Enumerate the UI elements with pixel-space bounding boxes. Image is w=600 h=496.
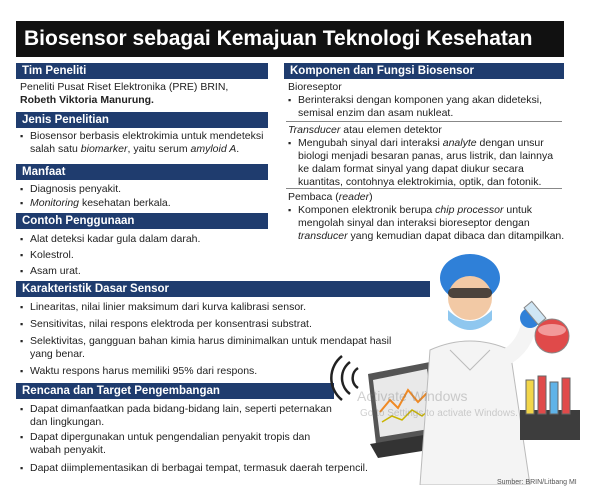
pembaca-item: ▪ Komponen elektronik berupa chip processor untuk mengolah sinyal dan interaksi bioreseptor dengan transducer yang kemudian dapat dibaca dan ditampilkan. <box>288 204 570 243</box>
scientist-illustration <box>330 240 590 485</box>
transducer-label-rest: atau elemen detektor <box>340 124 442 136</box>
monitoring-word: Monitoring <box>30 197 80 209</box>
section-head-rencana: Rencana dan Target Pengembangan <box>16 383 334 399</box>
karakteristik-item-2: ▪ Sensitivitas, nilai respons elektroda per konsentrasi substrat. <box>20 318 410 331</box>
section-head-manfaat: Manfaat <box>16 164 268 180</box>
manfaat-item-1: ▪ Diagnosis penyakit. <box>20 183 280 196</box>
jenis-item: ▪ Biosensor berbasis elektrokimia untuk mendeteksi salah satu biomarker, yaitu serum amyloid A. <box>20 130 280 156</box>
section-head-komponen: Komponen dan Fungsi Biosensor <box>284 63 564 79</box>
pembaca-label <box>288 191 373 204</box>
rencana-item-1: ▪ Dapat dimanfaatkan pada bidang-bidang lain, seperti peternakan dan lingkungan. <box>20 403 350 429</box>
tim-line2 <box>20 94 270 107</box>
source-credit: Sumber: BRIN/Litbang MI <box>497 479 577 486</box>
transducer-word: Transducer <box>288 124 341 136</box>
bioreseptor-label: Bioreseptor <box>288 81 342 93</box>
manfaat-item-2: ▪ Monitoring kesehatan berkala. <box>20 197 280 210</box>
rencana-item-3: ▪ Dapat diimplementasikan di berbagai tempat, termasuk daerah terpencil. <box>20 462 380 475</box>
divider-2 <box>286 188 562 189</box>
contoh-item-2: ▪ Kolestrol. <box>20 249 280 262</box>
tim-name: Robeth Viktoria Manurung. <box>20 94 154 106</box>
test-tube-rack <box>520 376 580 440</box>
transducer-item: ▪ Mengubah sinyal dari interaksi analyte dengan unsur biologi menjadi besaran panas, arus listrik, dan lainnya ke dalam format sinyal yang dapat diukur secara kuantitas, contohnya elektrokimia, optik, dan fotonik. <box>288 137 566 189</box>
divider-1 <box>286 121 562 122</box>
transducer-label <box>288 124 442 137</box>
karakteristik-item-1: ▪ Linearitas, nilai linier maksimum dari kurva kalibrasi sensor. <box>20 301 410 314</box>
rencana-item-2: ▪ Dapat dipergunakan untuk pengendalian penyakit tropis dan wabah penyakit. <box>20 431 330 457</box>
signal-icon <box>331 356 358 400</box>
section-head-jenis: Jenis Penelitian <box>16 112 268 128</box>
tim-line1: Peneliti Pusat Riset Elektronika (PRE) BRIN, <box>20 81 229 93</box>
karakteristik-item-3: ▪ Selektivitas, gangguan bahan kimia harus diminimalkan untuk mendapat hasil yang benar. <box>20 335 400 361</box>
karakteristik-item-4: ▪ Waktu respons harus memiliki 95% dari respons. <box>20 365 410 378</box>
scientist-figure <box>420 254 540 485</box>
watermark-line2: Go to Settings to activate Windows. <box>360 408 518 419</box>
contoh-item-1: ▪ Alat deteksi kadar gula dalam darah. <box>20 233 280 246</box>
section-head-karakteristik: Karakteristik Dasar Sensor <box>16 281 430 297</box>
contoh-item-3: ▪ Asam urat. <box>20 265 280 278</box>
pembaca-word: Pembaca ( <box>288 191 339 203</box>
section-head-contoh: Contoh Penggunaan <box>16 213 268 229</box>
pembaca-close: ) <box>369 191 373 203</box>
watermark-line1: Activate Windows <box>357 388 468 404</box>
bioreseptor-item: ▪ Berinteraksi dengan komponen yang akan dideteksi, semisal enzim dan asam nukleat. <box>288 94 560 120</box>
reader-word: reader <box>338 191 370 203</box>
page-title: Biosensor sebagai Kemajuan Teknologi Kesehatan <box>16 21 564 57</box>
section-head-tim: Tim Peneliti <box>16 63 268 79</box>
